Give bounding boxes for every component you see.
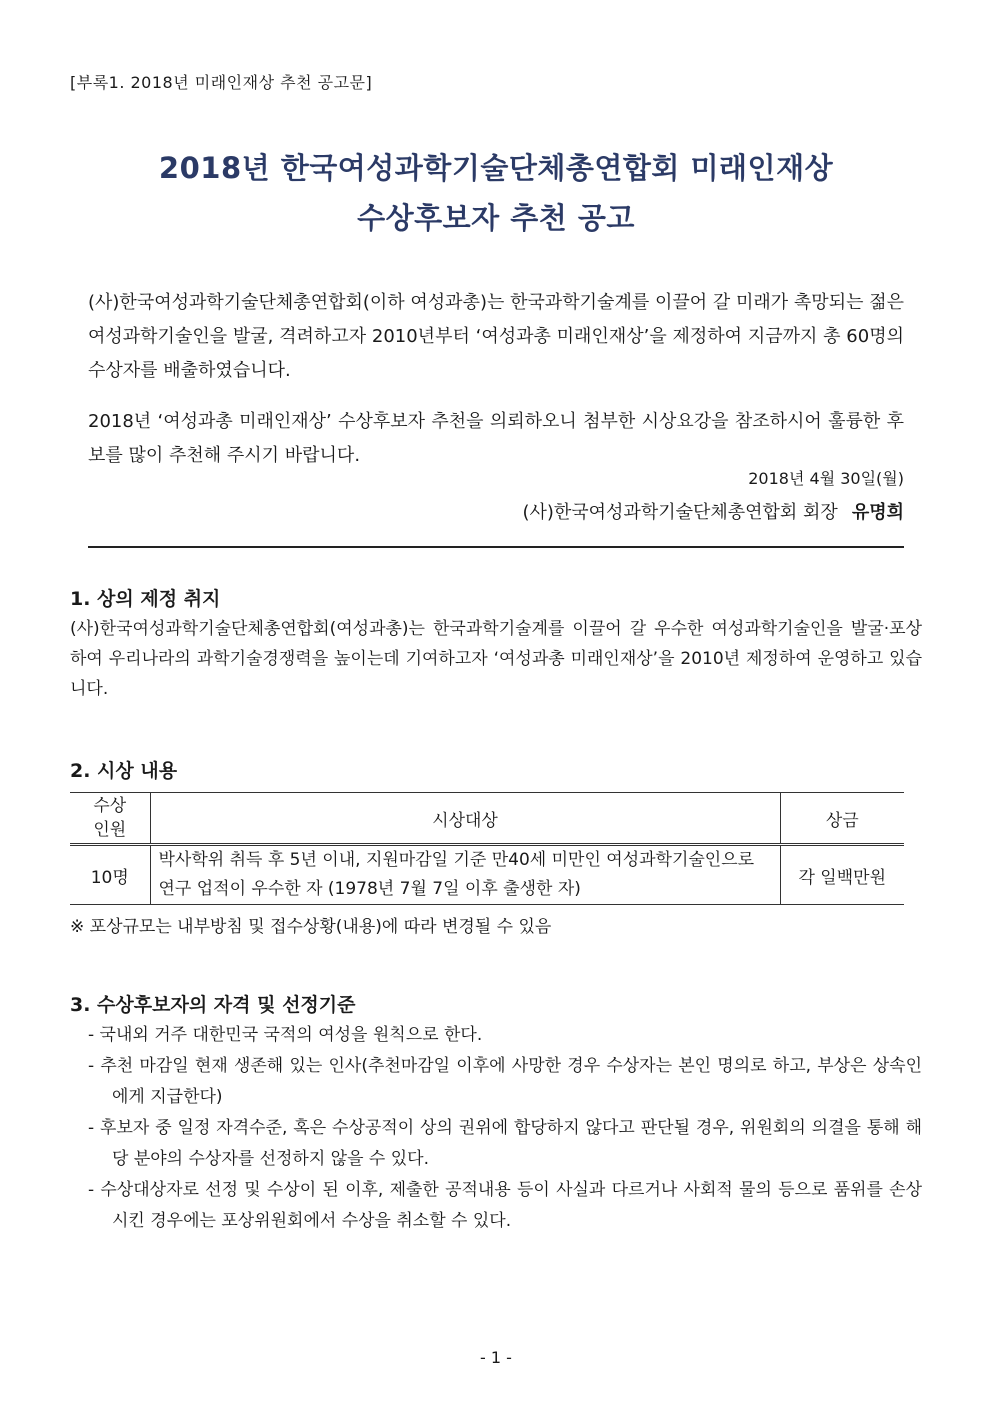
- page-number: - 1 -: [480, 1348, 512, 1367]
- sender-signature: [522, 498, 904, 524]
- list-item: - 국내외 거주 대한민국 국적의 여성을 원칙으로 한다.: [88, 1025, 483, 1045]
- list-item: - 추천 마감일 현재 생존해 있는 인사(추천마감일 이후에 사망한 경우 수상자는 본인 명의로 하고, 부상은 상속인에게 지급한다): [88, 1056, 922, 1107]
- cell-award-count: 10명: [70, 845, 150, 905]
- table-row: [70, 845, 904, 905]
- document-title-line2: 수상후보자 추천 공고: [357, 201, 635, 235]
- header-prize: 상금: [780, 793, 904, 845]
- section-2-heading: 2. 시상 내용: [70, 760, 178, 782]
- cell-prize: 각 일백만원: [780, 845, 904, 905]
- award-table-header-row: [70, 793, 904, 845]
- cell-award-target: 박사학위 취득 후 5년 이내, 지원마감일 기준 만40세 미만인 여성과학기술인으로 연구 업적이 우수한 자 (1978년 7월 7일 이후 출생한 자): [150, 845, 780, 905]
- section-1-heading: 1. 상의 제정 취지: [70, 588, 221, 610]
- divider: [88, 546, 904, 548]
- section-3-heading: 3. 수상후보자의 자격 및 선정기준: [70, 994, 356, 1016]
- document-title-line1: 2018년 한국여성과학기술단체총연합회 미래인재상: [158, 151, 834, 185]
- award-table: [70, 792, 904, 905]
- intro-paragraph-1: (사)한국여성과학기술단체총연합회(이하 여성과총)는 한국과학기술계를 이끌어 갈 미래가 촉망되는 젊은 여성과학기술인을 발굴, 격려하고자 2010년부터 ‘여성과총 미래인재상’을 제정하여 지금까지 총 60명의 수상자를 배출하였습니다.: [88, 292, 904, 381]
- award-note: ※ 포상규모는 내부방침 및 접수상황(내용)에 따라 변경될 수 있음: [70, 917, 552, 937]
- criteria-list: [88, 1020, 922, 1237]
- header-award-count: 수상 인원: [70, 793, 150, 845]
- list-item: - 후보자 중 일정 자격수준, 혹은 수상공적이 상의 권위에 합당하지 않다고 판단될 경우, 위원회의 의결을 통해 해당 분야의 수상자를 선정하지 않을 수 있다.: [88, 1118, 922, 1169]
- header-award-target: 시상대상: [150, 793, 780, 845]
- sender-name: 유명희: [851, 502, 904, 523]
- appendix-label: [부록1. 2018년 미래인재상 추천 공고문]: [70, 73, 373, 92]
- intro-paragraph-2: 2018년 ‘여성과총 미래인재상’ 수상후보자 추천을 의뢰하오니 첨부한 시상요강을 참조하시어 훌륭한 후보를 많이 추천해 주시기 바랍니다.: [88, 411, 904, 466]
- section-1-body: (사)한국여성과학기술단체총연합회(여성과총)는 한국과학기술계를 이끌어 갈 우수한 여성과학기술인을 발굴·포상하여 우리나라의 과학기술경쟁력을 높이는데 기여하고자 ‘여성과총 미래인재상’을 2010년 제정하여 운영하고 있습니다.: [70, 619, 922, 699]
- sender-organization: (사)한국여성과학기술단체총연합회 회장: [522, 502, 838, 523]
- list-item: - 수상대상자로 선정 및 수상이 된 이후, 제출한 공적내용 등이 사실과 다르거나 사회적 물의 등으로 품위를 손상시킨 경우에는 포상위원회에서 수상을 취소할 수 있다.: [88, 1180, 922, 1231]
- announcement-date: 2018년 4월 30일(월): [748, 469, 904, 488]
